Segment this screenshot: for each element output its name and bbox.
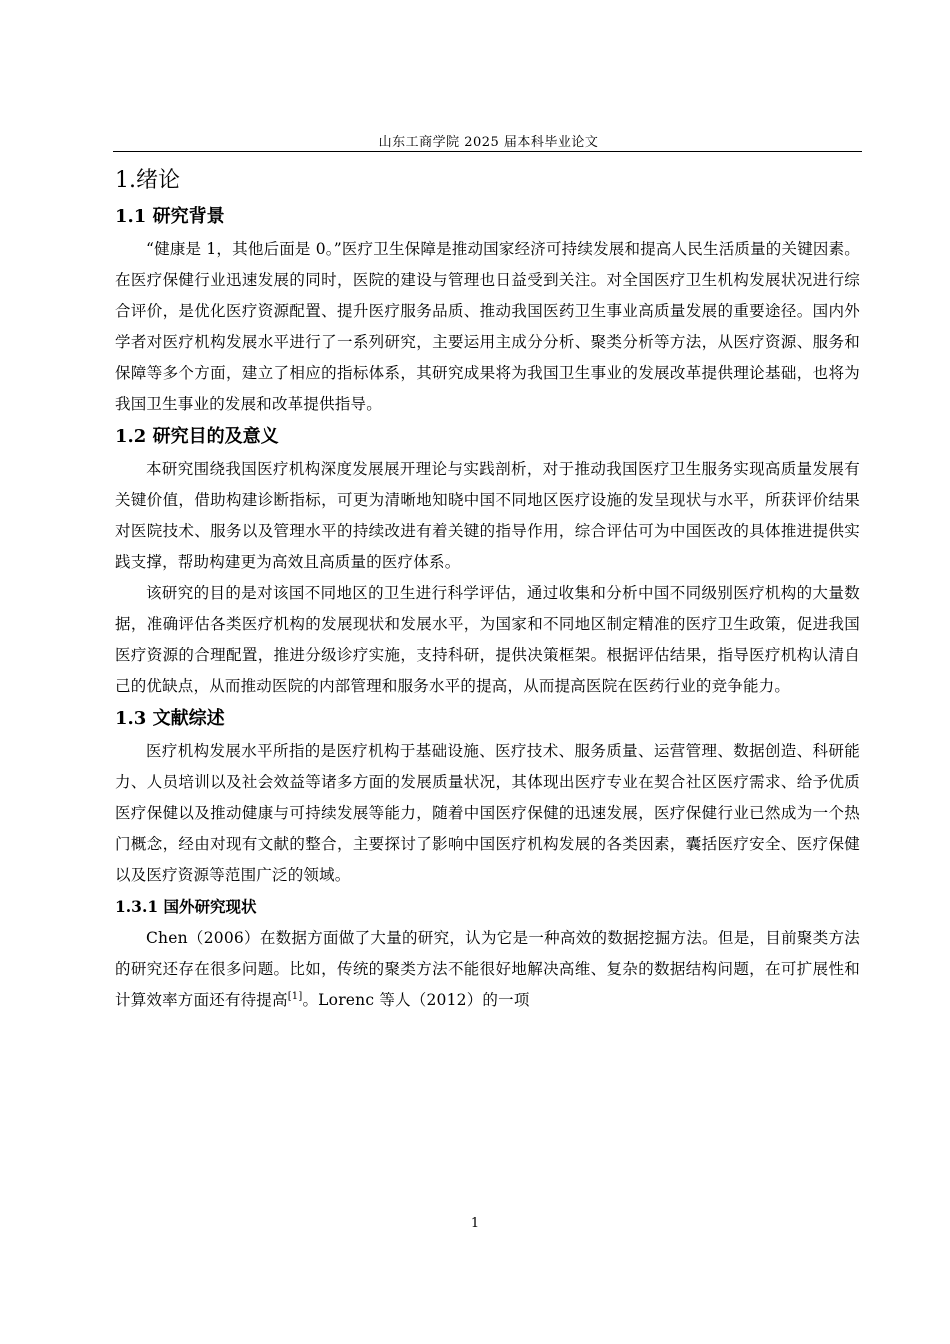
section-title-literature-review: 1.3 文献综述: [115, 708, 225, 729]
header-rule: [113, 151, 862, 152]
citation-marker: [1]: [287, 990, 303, 1002]
page-number: 1: [470, 1216, 480, 1231]
paragraph-foreign-research: [115, 923, 860, 1016]
paragraph-purpose-2: 该研究的目的是对该国不同地区的卫生进行科学评估，通过收集和分析中国不同级别医疗机构的大量数据，准确评估各类医疗机构的发展现状和发展水平，为国家和不同地区制定精准的医疗卫生政策，促进我国医疗资源的合理配置，推进分级诊疗实施，支持科研，提供决策框架。根据评估结果，指导医疗机构认清自己的优缺点，从而推动医院的内部管理和服务水平的提高，从而提高医院在医药行业的竞争能力。: [115, 584, 860, 695]
section-title-purpose: 1.2 研究目的及意义: [115, 426, 279, 447]
chapter-title: 1.绪论: [115, 168, 180, 193]
paragraph-purpose-1: 本研究围绕我国医疗机构深度发展展开理论与实践剖析，对于推动我国医疗卫生服务实现高质量发展有关键价值，借助构建诊断指标，可更为清晰地知晓中国不同地区医疗设施的发呈现状与水平，所获评价结果对医院技术、服务以及管理水平的持续改进有着关键的指导作用，综合评估可为中国医改的具体推进提供实践支撑，帮助构建更为高效且高质量的医疗体系。: [115, 460, 860, 571]
paragraph-background: “健康是 1，其他后面是 0。”医疗卫生保障是推动国家经济可持续发展和提高人民生活质量的关键因素。在医疗保健行业迅速发展的同时，医院的建设与管理也日益受到关注。对全国医疗卫生机构发展状况进行综合评价，是优化医疗资源配置、提升医疗服务品质、推动我国医药卫生事业高质量发展的重要途径。国内外学者对医疗机构发展水平进行了一系列研究，主要运用主成分分析、聚类分析等方法，从医疗资源、服务和保障等多个方面，建立了相应的指标体系，其研究成果将为我国卫生事业的发展改革提供理论基础，也将为我国卫生事业的发展和改革提供指导。: [115, 240, 860, 413]
page-body: [115, 162, 860, 1016]
running-header: 山东工商学院 2025 届本科毕业论文: [378, 135, 599, 150]
subsection-title-foreign-research: 1.3.1 国外研究现状: [115, 897, 257, 916]
section-title-background: 1.1 研究背景: [115, 206, 225, 227]
paragraph-literature-review: 医疗机构发展水平所指的是医疗机构于基础设施、医疗技术、服务质量、运营管理、数据创造、科研能力、人员培训以及社会效益等诸多方面的发展质量状况，其体现出医疗专业在契合社区医疗需求、给予优质医疗保健以及推动健康与可持续发展等能力，随着中国医疗保健的迅速发展，医疗保健行业已然成为一个热门概念，经由对现有文献的整合，主要探讨了影响中国医疗机构发展的各类因素，囊括医疗安全、医疗保健以及医疗资源等范围广泛的领域。: [115, 742, 860, 884]
paragraph-foreign-research-text: Chen（2006）在数据方面做了大量的研究，认为它是一种高效的数据挖掘方法。但是，目前聚类方法的研究还存在很多问题。比如，传统的聚类方法不能很好地解决高维、复杂的数据结构问题，在可扩展性和计算效率方面还有待提高: [115, 929, 860, 1009]
paragraph-foreign-research-continued: 。Lorenc 等人（2012）的一项: [302, 991, 530, 1009]
